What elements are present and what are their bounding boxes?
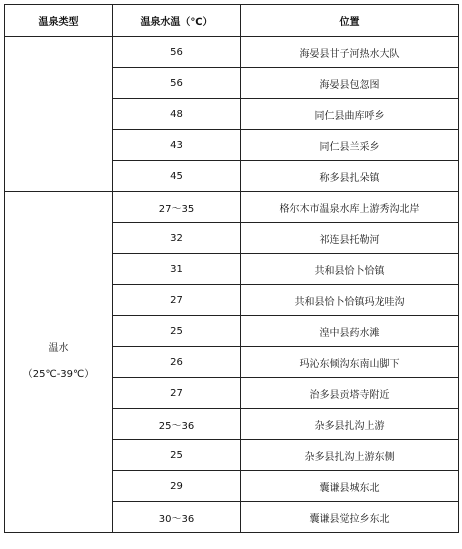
temperature-cell: 32 <box>113 223 241 254</box>
location-cell: 杂多县扎沟上游东侧 <box>241 440 459 471</box>
temperature-cell: 29 <box>113 471 241 502</box>
temperature-cell: 25 <box>113 316 241 347</box>
type-cell-warm <box>5 192 113 533</box>
temperature-cell: 27 <box>113 285 241 316</box>
location-cell: 共和县恰卜恰镇 <box>241 254 459 285</box>
location-cell: 同仁县兰采乡 <box>241 130 459 161</box>
location-cell: 海晏县甘子河热水大队 <box>241 37 459 68</box>
temperature-cell: 56 <box>113 68 241 99</box>
temperature-cell: 30～36 <box>113 502 241 533</box>
header-temperature: 温泉水温（℃） <box>113 5 241 37</box>
location-cell: 同仁县曲库呼乡 <box>241 99 459 130</box>
temperature-cell: 31 <box>113 254 241 285</box>
location-cell: 囊谦县觉拉乡东北 <box>241 502 459 533</box>
table-row <box>5 192 459 223</box>
location-cell: 共和县恰卜恰镇玛龙哇沟 <box>241 285 459 316</box>
location-cell: 治多县贡塔寺附近 <box>241 378 459 409</box>
type-label: 温水 <box>48 343 69 354</box>
temperature-cell: 26 <box>113 347 241 378</box>
header-location: 位置 <box>241 5 459 37</box>
type-range: （25℃-39℃） <box>22 369 95 380</box>
location-cell: 囊谦县城东北 <box>241 471 459 502</box>
location-cell: 玛沁东倾沟东南山脚下 <box>241 347 459 378</box>
location-cell: 格尔木市温泉水库上游秀沟北岸 <box>241 192 459 223</box>
temperature-cell: 45 <box>113 161 241 192</box>
header-row <box>5 5 459 37</box>
header-type: 温泉类型 <box>5 5 113 37</box>
location-cell: 祁连县托勒河 <box>241 223 459 254</box>
location-cell: 海晏县包忽图 <box>241 68 459 99</box>
location-cell: 杂多县扎沟上游 <box>241 409 459 440</box>
location-cell: 称多县扎朵镇 <box>241 161 459 192</box>
temperature-cell: 48 <box>113 99 241 130</box>
temperature-cell: 43 <box>113 130 241 161</box>
table-row <box>5 37 459 68</box>
type-cell-hot <box>5 37 113 192</box>
temperature-cell: 27～35 <box>113 192 241 223</box>
hot-spring-table <box>4 4 459 533</box>
temperature-cell: 25～36 <box>113 409 241 440</box>
temperature-cell: 27 <box>113 378 241 409</box>
temperature-cell: 56 <box>113 37 241 68</box>
location-cell: 湟中县药水滩 <box>241 316 459 347</box>
temperature-cell: 25 <box>113 440 241 471</box>
